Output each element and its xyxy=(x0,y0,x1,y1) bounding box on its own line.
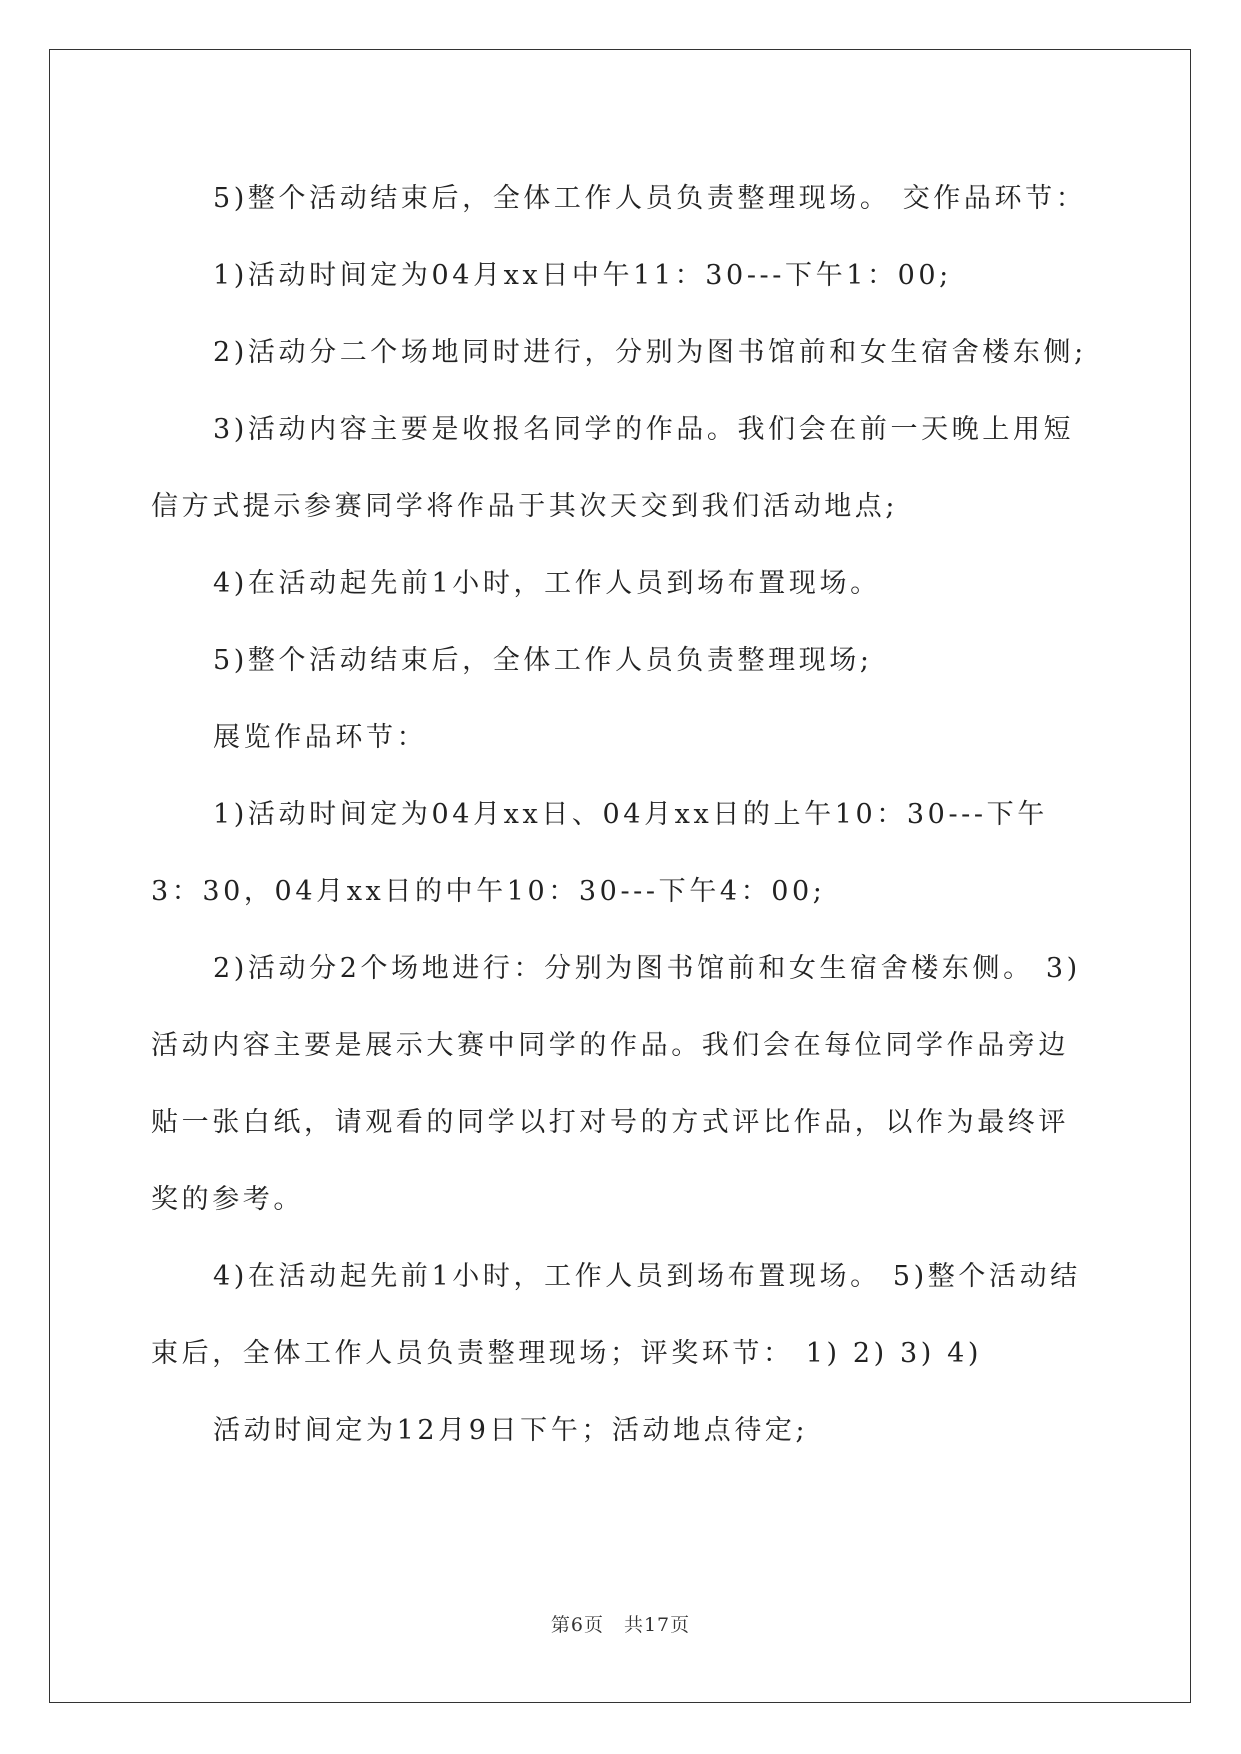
paragraph-line: 2)活动分二个场地同时进行，分别为图书馆前和女生宿舍楼东侧; xyxy=(213,337,1087,368)
paragraph-line: 5)整个活动结束后，全体工作人员负责整理现场。 交作品环节： xyxy=(213,183,1087,214)
paragraph-line: 4)在活动起先前1小时，工作人员到场布置现场。 5)整个活动结 xyxy=(213,1261,1081,1292)
paragraph-line: 4)在活动起先前1小时，工作人员到场布置现场。 xyxy=(213,568,881,599)
section-heading: 展览作品环节： xyxy=(213,722,428,753)
paragraph-line: 信方式提示参赛同学将作品于其次天交到我们活动地点; xyxy=(151,491,899,522)
paragraph-line: 活动内容主要是展示大赛中同学的作品。我们会在每位同学作品旁边 xyxy=(151,1030,1069,1061)
paragraph-line: 贴一张白纸，请观看的同学以打对号的方式评比作品，以作为最终评 xyxy=(151,1107,1069,1138)
paragraph-line: 束后，全体工作人员负责整理现场；评奖环节： 1) 2) 3) 4) xyxy=(151,1338,982,1369)
page-footer xyxy=(0,1610,1241,1637)
paragraph-line: 1)活动时间定为04月xx日、04月xx日的上午10：30---下午 xyxy=(213,799,1048,830)
paragraph-line: 3：30，04月xx日的中午10：30---下午4：00; xyxy=(151,876,826,907)
paragraph-line: 3)活动内容主要是收报名同学的作品。我们会在前一天晚上用短 xyxy=(213,414,1075,445)
page-number: 第6页 xyxy=(550,1614,604,1636)
paragraph-line: 2)活动分2个场地进行：分别为图书馆前和女生宿舍楼东侧。 3) xyxy=(213,953,1081,984)
page-total: 共17页 xyxy=(623,1614,691,1636)
paragraph-line: 活动时间定为12月9日下午；活动地点待定; xyxy=(213,1415,809,1446)
document-body xyxy=(151,160,1086,1469)
paragraph-line: 5)整个活动结束后，全体工作人员负责整理现场; xyxy=(213,645,873,676)
paragraph-line: 1)活动时间定为04月xx日中午11：30---下午1：00; xyxy=(213,260,952,291)
paragraph-line: 奖的参考。 xyxy=(151,1184,304,1215)
